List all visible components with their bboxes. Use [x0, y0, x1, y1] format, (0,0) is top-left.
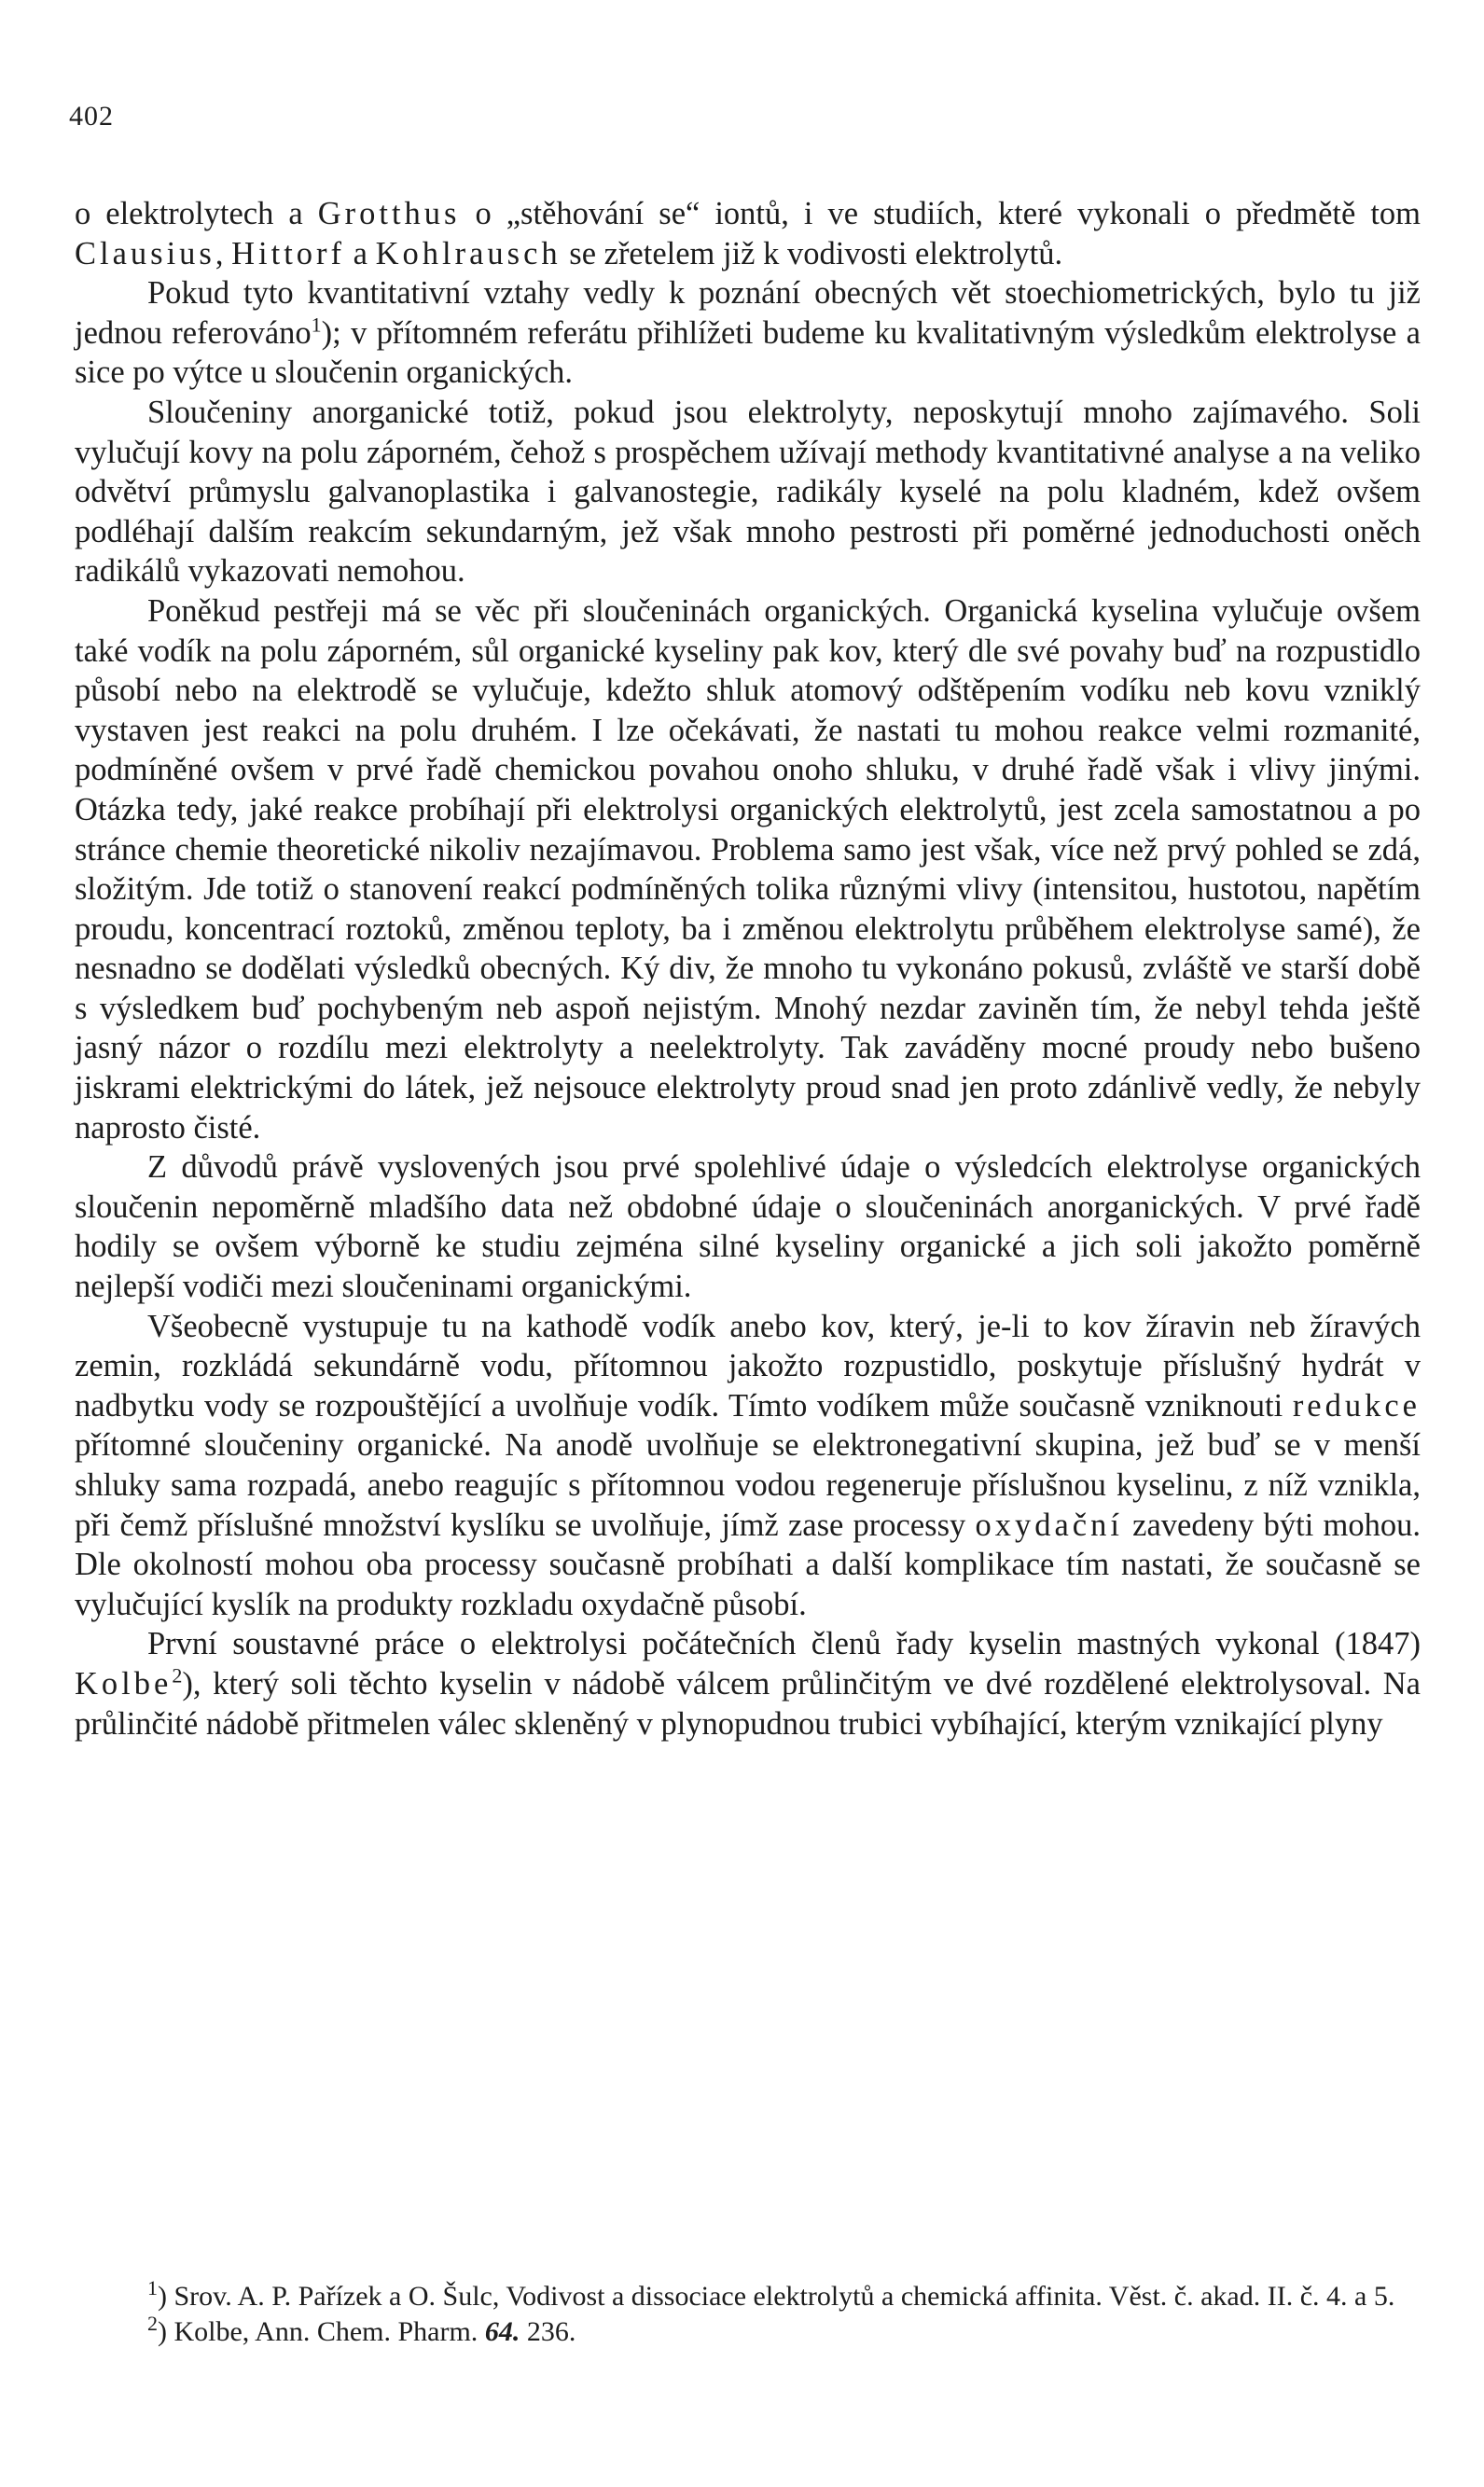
footnote-text: 236. [520, 2316, 576, 2347]
paragraph-7 [75, 1624, 1421, 1744]
body-text [75, 194, 1421, 1744]
emphasized-term: redukce [1292, 1387, 1421, 1424]
page-number: 402 [69, 101, 114, 132]
footnote-1 [75, 2276, 1421, 2313]
text-run: Pokud tyto kvantitativní vztahy vedly k poznání obecných vět stoechiometrických, bylo tu již jednou referováno [75, 275, 1421, 351]
footnote-mark: 1 [147, 2276, 158, 2299]
footnote-ref-1: 1 [311, 313, 322, 337]
author-name: Kohlrausch [375, 235, 562, 271]
text-run: První soustavné práce o elektrolysi počátečních členů řady kyselin mastných vykonal (1847) [147, 1626, 1421, 1662]
text-run: Všeobecně vystupuje tu na kathodě vodík anebo kov, který, je-li to kov žíravin neb žíravých zemin, rozkládá sekundárně vodu, přítomnou jakožto rozpustidlo, poskytuje příslušný hydrát v nadbytku vody se rozpouštějící a uvolňuje vodík. Tímto vodíkem může současně vzniknouti [75, 1308, 1421, 1424]
footnotes [75, 2276, 1421, 2351]
text-run: o elektrolytech a [75, 196, 318, 231]
author-name: Clausius [75, 235, 215, 271]
paragraph-1 [75, 194, 1421, 273]
footnote-ref-2: 2 [172, 1663, 183, 1688]
paragraph-6 [75, 1307, 1421, 1625]
text-run: se zřetelem již k vodivosti elektrolytů. [561, 235, 1063, 271]
text-run: a [345, 235, 376, 271]
paragraph-3: Sloučeniny anorganické totiž, pokud jsou elektrolyty, neposkytují mnoho zajímavého. Soli vylučují kovy na polu záporném, čehož s prospěchem užívají methody kvantitativné analyse a na veliko odvětví průmyslu galvanoplastika i galvanostegie, radikály kyselé na polu kladném, kdež ovšem podléhají dalším reakcím sekundarným, jež však mnoho pestrosti při poměrné jednoduchosti oněch radikálů vykazovati nemohou. [75, 394, 1421, 590]
footnote-text: ) Srov. A. P. Pařízek a O. Šulc, Vodivost a dissociace elektrolytů a chemická affinita. Věst. č. akad. II. č. 4. a 5. [158, 2281, 1395, 2312]
text-run: přítomné sloučeniny organické. Na anodě uvolňuje se elektronegativní skupina, jež buď se v menší shluky sama rozpadá, anebo reagujíc s přítomnou vodou regeneruje příslušnou kyselinu, z níž vznikla, při čemž příslušné množství kyslíku se uvolňuje, jímž zase processy [75, 1427, 1421, 1543]
text-run: zavedeny býti mohou. Dle okolností mohou oba processy současně probíhati a další komplikace tím nastati, že současně se vylučující kyslík na produkty rozkladu oxydačně působí. [75, 1507, 1421, 1622]
text-run: ), který soli těchto kyselin v nádobě válcem průlinčitým ve dvé rozdělené elektrolysoval. Na průlinčité nádobě přitmelen válec skleněný v plynopudnou trubici vybíhající, kterým vznikající plyny [75, 1665, 1421, 1742]
text-run: , [215, 235, 232, 271]
footnote-2 [75, 2312, 1421, 2349]
footnote-mark: 2 [147, 2312, 158, 2335]
paragraph-5: Z důvodů právě vyslovených jsou prvé spolehlivé údaje o výsledcích elektrolyse organických sloučenin nepoměrně mladšího data než obdobné údaje o sloučeninách anorganických. V prvé řadě hodily se ovšem výborně ke studiu zejména silné kyseliny organické a jich soli jakožto poměrně nejlepší vodiči mezi sloučeninami organickými. [75, 1149, 1421, 1305]
paragraph-2 [75, 273, 1421, 393]
text-run: ); v přítomném referátu přihlížeti budeme ku kvalitativným výsledkům elektrolyse a sice po výtce u sloučenin organických. [75, 314, 1421, 391]
paragraph-4: Poněkud pestřeji má se věc při sloučeninách organických. Organická kyselina vylučuje ovšem také vodík na polu záporném, sůl organické kyseliny pak kov, který dle své povahy buď na rozpustidlo působí nebo na elektrodě se vylučuje, kdežto shluk atomový odštěpením vodíku neb kovu vzniklý vystaven jest reakci na polu druhém. I lze očekávati, že nastati tu mohou reakce velmi rozmanité, podmíněné ovšem v prvé řadě chemickou povahou onoho shluku, v druhé řadě však i vlivy jinými. Otázka tedy, jaké reakce probíhají při elektrolysi organických elektrolytů, jest zcela samostatnou a po stránce chemie theoretické nikoliv nezajímavou. Problema samo jest však, více než prvý pohled se zdá, složitým. Jde totiž o stanovení reakcí podmíněných tolika různými vlivy (intensitou, hustotou, napětím proudu, koncentrací roztoků, změnou teploty, ba i změnou elektrolytu průběhem elektrolyse samé), že nesnadno se dodělati výsledků obecných. Ký div, že mnoho tu vykonáno pokusů, zvláště ve starší době s výsledkem buď pochybeným neb aspoň nejistým. Mnohý nezdar zaviněn tím, že nebyl tehda ještě jasný názor o rozdílu mezi elektrolyty a neelektrolyty. Tak zaváděny mocné proudy nebo bušeno jiskrami elektrickými do látek, jež nejsouce elektrolyty proud snad jen proto zdánlivě vedly, že nebyly naprosto čisté. [75, 592, 1421, 1146]
author-name: Grotthus [317, 196, 461, 231]
volume-number: 64. [484, 2316, 520, 2347]
emphasized-term: oxydační [975, 1507, 1123, 1543]
author-name: Hittorf [231, 235, 346, 271]
author-name: Kolbe [75, 1665, 173, 1702]
text-run: o „stěhování se“ iontů, i ve studiích, které vykonali o předmětě tom [460, 196, 1421, 231]
footnote-text: ) Kolbe, Ann. Chem. Pharm. [158, 2316, 485, 2347]
